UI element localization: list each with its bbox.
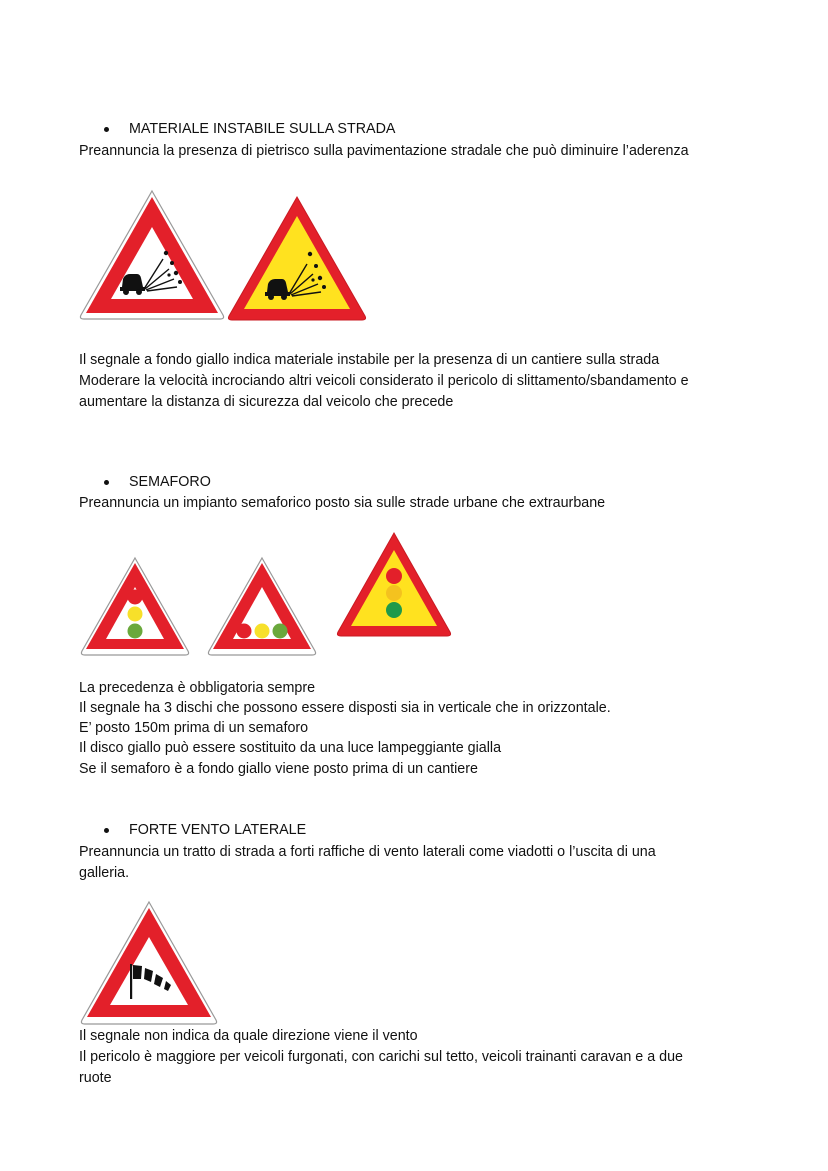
section-intro-vento: galleria. [79,865,130,881]
section-note: E’ posto 150m prima di un semaforo [79,720,309,736]
section-heading-vento: FORTE VENTO LATERALE [104,820,306,841]
section-intro-semaforo: Preannuncia un impianto semaforico posto sia sulle strade urbane che extraurbane [79,495,606,511]
section-note: aumentare la distanza di sicurezza dal veicolo che precede [79,394,454,410]
section-note: ruote [79,1070,112,1086]
amber-light-icon [386,585,402,601]
green-light-icon [273,624,288,639]
red-light-icon [128,590,143,605]
green-light-icon [386,602,402,618]
traffic-light-sign-horizontal [205,555,319,657]
section-note: Se il semaforo è a fondo giallo viene posto prima di un cantiere [79,761,478,777]
section-note: Il pericolo è maggiore per veicoli furgonati, con carichi sul tetto, veicoli trainanti caravan e a due [79,1049,683,1065]
green-light-icon [128,624,143,639]
crosswind-sign [78,899,220,1026]
loose-gravel-sign-yellow [225,194,369,322]
red-light-icon [386,568,402,584]
section-heading-material: MATERIALE INSTABILE SULLA STRADA [104,119,395,140]
red-light-icon [237,624,252,639]
section-note: Moderare la velocità incrociando altri veicoli considerato il pericolo di slittamento/sbandamento e [79,373,689,389]
section-note: Il segnale a fondo giallo indica materiale instabile per la presenza di un cantiere sulla strada [79,352,660,368]
section-note: Il disco giallo può essere sostituito da una luce lampeggiante gialla [79,740,502,756]
section-heading-semaforo: SEMAFORO [104,472,211,493]
yellow-light-icon [255,624,270,639]
traffic-light-sign-yellow [334,530,454,638]
section-note: Il segnale non indica da quale direzione viene il vento [79,1028,418,1044]
section-intro-vento: Preannuncia un tratto di strada a forti raffiche di vento laterali come viadotti o l’uscita di una [79,844,656,860]
loose-gravel-sign-white [77,187,227,321]
traffic-light-sign-vertical [78,555,192,657]
section-intro-material: Preannuncia la presenza di pietrisco sulla pavimentazione stradale che può diminuire l’aderenza [79,143,689,159]
section-note: La precedenza è obbligatoria sempre [79,680,316,696]
section-note: Il segnale ha 3 dischi che possono essere disposti sia in verticale che in orizzontale. [79,700,611,716]
yellow-light-icon [128,607,143,622]
